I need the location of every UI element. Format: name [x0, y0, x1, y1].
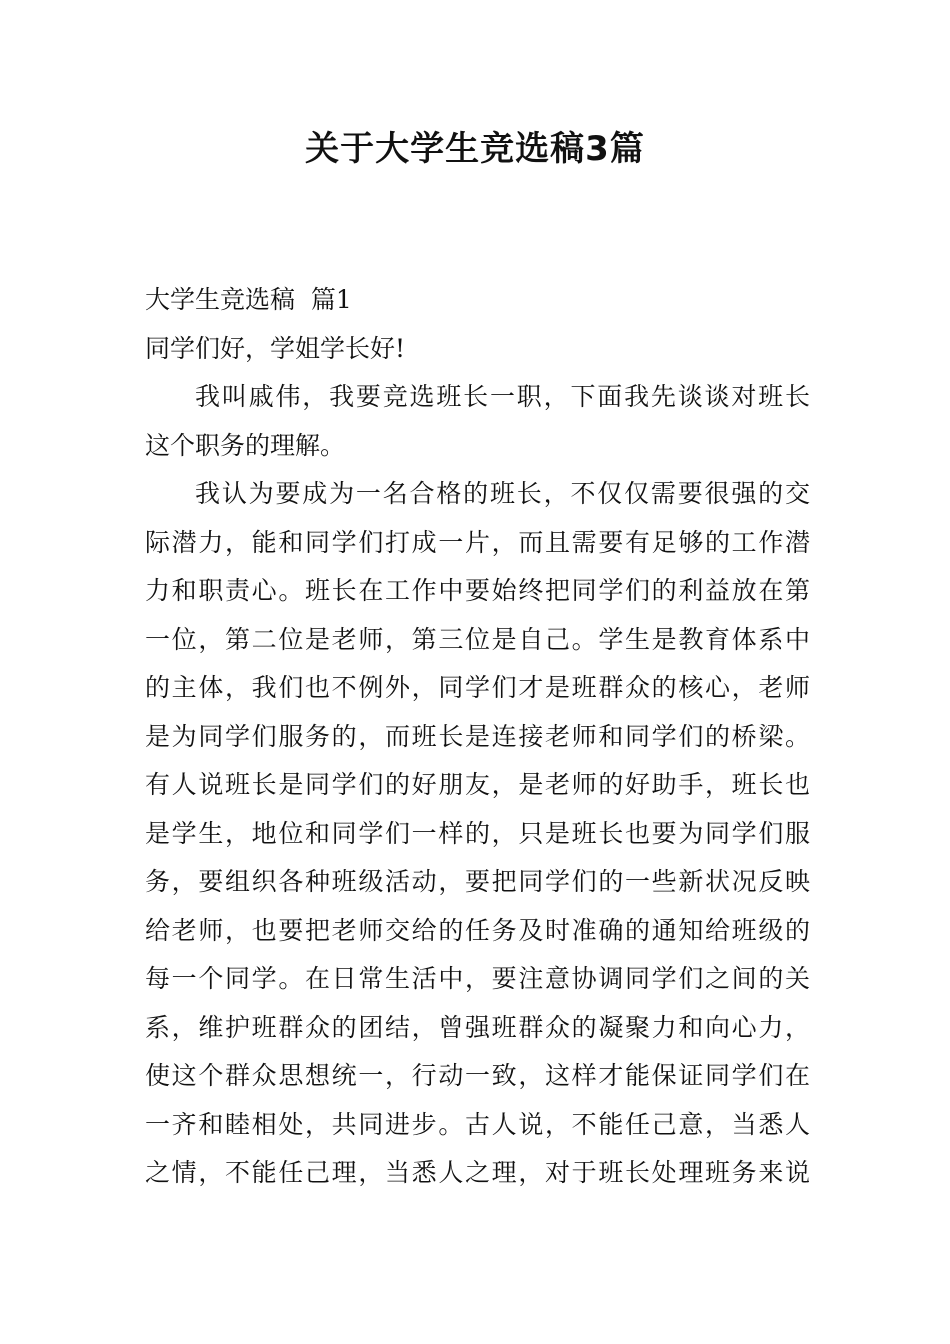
paragraph-line: 力和职责心。班长在工作中要始终把同学们的利益放在第 — [145, 576, 810, 605]
paragraph-line: 系，维护班群众的团结，曾强班群众的凝聚力和向心力， — [145, 1012, 810, 1042]
paragraph-line: 一齐和睦相处，共同进步。古人说，不能任己意，当悉人 — [145, 1109, 810, 1139]
document-title: 关于大学生竞选稿3篇 — [305, 129, 645, 169]
paragraph-line: 是学生，地位和同学们一样的，只是班长也要为同学们服 — [145, 818, 810, 848]
paragraph-line: 务，要组织各种班级活动，要把同学们的一些新状况反映 — [145, 867, 810, 896]
paragraph-line: 是为同学们服务的，而班长是连接老师和同学们的桥梁。 — [145, 721, 810, 751]
paragraph-line: 我叫戚伟，我要竞选班长一职，下面我先谈谈对班长 — [195, 382, 810, 411]
paragraph-line: 这个职务的理解。 — [145, 430, 346, 460]
paragraph-line: 之情，不能任己理，当悉人之理，对于班长处理班务来说 — [145, 1158, 810, 1187]
paragraph-line: 使这个群众思想统一，行动一致，这样才能保证同学们在 — [145, 1061, 810, 1090]
paragraph-line: 际潜力，能和同学们打成一片，而且需要有足够的工作潜 — [145, 527, 810, 557]
section-heading: 大学生竞选稿 篇1 — [145, 285, 352, 314]
paragraph-line: 一位，第二位是老师，第三位是自己。学生是教育体系中 — [145, 624, 810, 654]
greeting-line: 同学们好，学姐学长好! — [145, 333, 406, 363]
paragraph-line: 给老师，也要把老师交给的任务及时准确的通知给班级的 — [145, 915, 810, 945]
paragraph-line: 有人说班长是同学们的好朋友，是老师的好助手，班长也 — [145, 770, 810, 799]
paragraph-line: 每一个同学。在日常生活中，要注意协调同学们之间的关 — [145, 964, 810, 993]
paragraph-line: 的主体，我们也不例外，同学们才是班群众的核心，老师 — [145, 673, 810, 702]
paragraph-line: 我认为要成为一名合格的班长，不仅仅需要很强的交 — [195, 479, 810, 508]
document-body — [145, 276, 810, 1198]
